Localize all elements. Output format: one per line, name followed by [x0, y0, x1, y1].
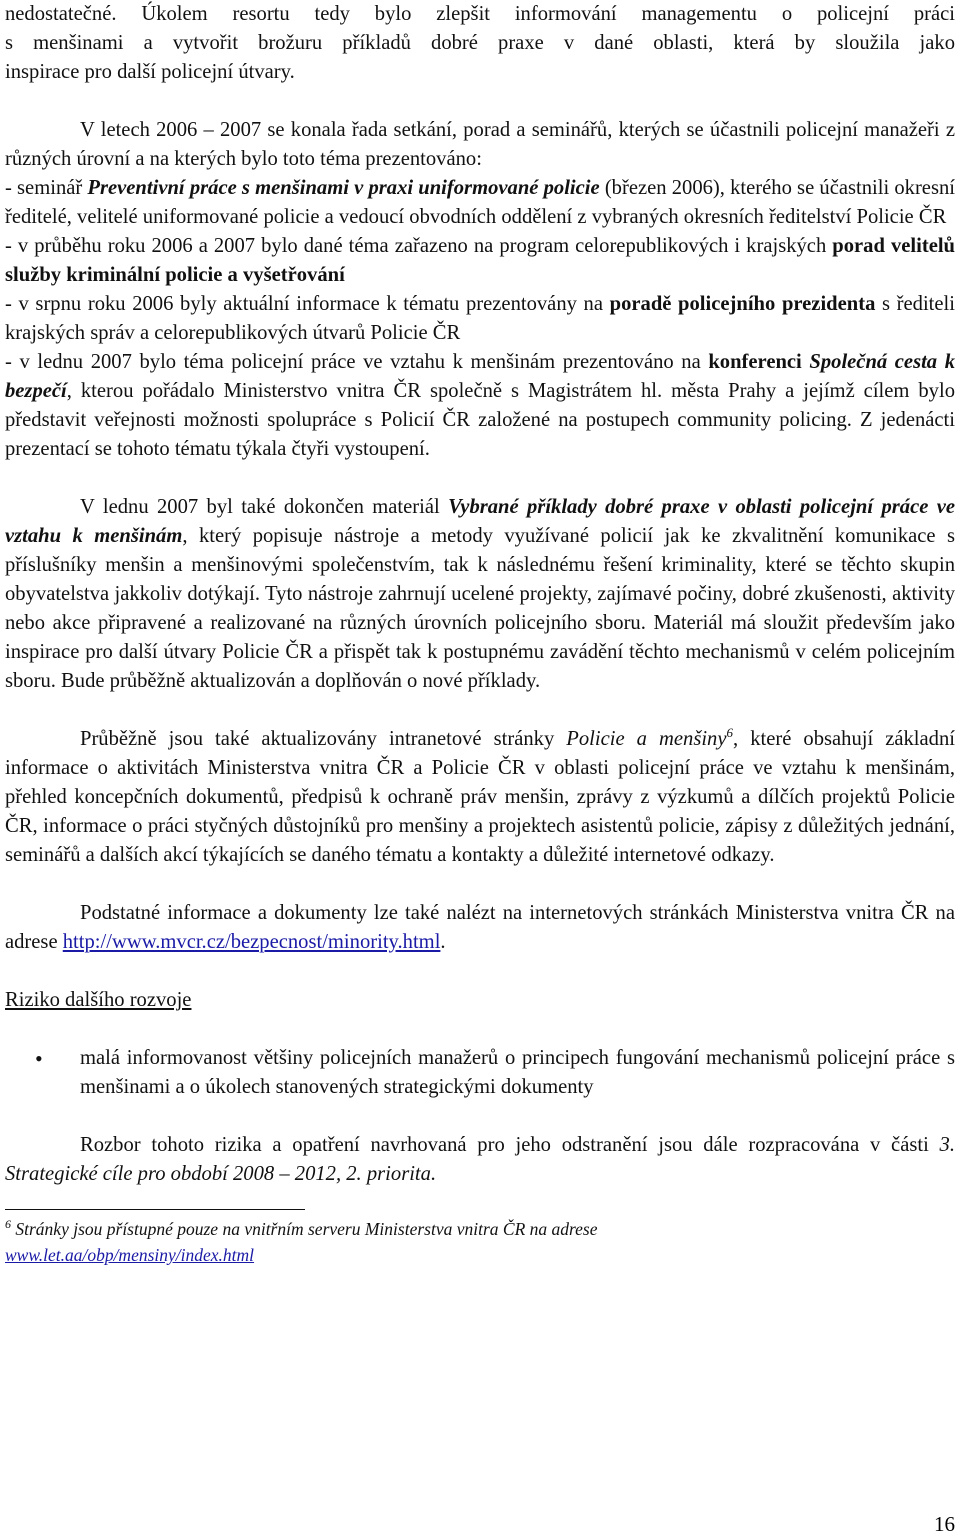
- material-title: Vybrané příklady dobré praxe v oblasti policejní práce ve vztahu k menšinám: [5, 496, 955, 547]
- footnote-ref[interactable]: 6: [726, 725, 733, 741]
- p1-line1: nedostatečné. Úkolem resortu tedy bylo zlepšit informování managementu o policejní práci: [5, 3, 955, 25]
- risk-bullet-item: [5, 1044, 955, 1102]
- p6-paragraph: Rozbor tohoto rizika a opatření navrhovaná pro jeho odstranění jsou dále rozpracována v části 3. Strategické cíle pro období 2008 – 2012, 2. priorita.: [5, 1134, 955, 1185]
- p1-line3: inspirace pro další policejní útvary.: [5, 61, 295, 83]
- section-heading: Riziko dalšího rozvoje: [5, 989, 192, 1011]
- p2-item3: - v srpnu roku 2006 byly aktuální informace k tématu prezentovány na poradě policejního prezidenta s řediteli krajských správ a celorepublikových útvarů Policie ČR: [5, 293, 955, 344]
- document-page: [5, 0, 955, 1268]
- p3-paragraph: V lednu 2007 byl také dokončen materiál Vybrané příklady dobré praxe v oblasti policejní práce ve vztahu k menšinám, který popisuje nástroje a metody využívané policií jak ke zkvalitnění komunikace s příslušníky menšin a menšinovými společenstvím, tak k následnému řešení kriminality, které se těchto skupin obyvatelstva jakkoliv dotýkají. Tyto nástroje zahrnují ucelené projekty, zajímavé počiny, dobré zkušenosti, aktivity nebo akce připravené a realizované na různých úrovních policejního sboru. Materiál má sloužit především jako inspirace pro další útvary Policie ČR a přispět tak k postupnému zavádění těchto mechanismů v celém policejním sboru. Bude průběžně aktualizován a doplňován o nové příklady.: [5, 496, 955, 692]
- p2-item2: - v průběhu roku 2006 a 2007 bylo dané téma zařazeno na program celorepublikových i krajských porad velitelů služby kriminální policie a vyšetřování: [5, 235, 956, 286]
- intranet-link[interactable]: www.let.aa/obp/mensiny/index.html: [5, 1245, 255, 1265]
- page-number: 16: [934, 1512, 955, 1536]
- p4-paragraph: Průběžně jsou také aktualizovány intranetové stránky Policie a menšiny$^6$, které obsahují základní informace o aktivitách Ministerstva vnitra ČR a Policie ČR v oblasti policejní práce ve vztahu k menšinám, přehled koncepčních dokumentů, předpisů k ochraně práv menšin, zprávy z výzkumů a dílčích projektů Policie ČR, informace o práci styčných důstojníků pro menšiny a projektech asistentů policie, zápisy z důležitých jednání, seminářů a dalších akcí týkajících se daného tématu a kontakty a důležité internetové odkazy.: [5, 725, 955, 866]
- section-reference: 3. Strategické cíle pro období 2008 – 2012, 2. priorita.: [5, 1134, 955, 1185]
- p2-intro: V letech 2006 – 2007 se konala řada setkání, porad a seminářů, kterých se účastnili policejní manažeři z různých úrovní a na kterých bylo toto téma prezentováno:: [5, 119, 955, 170]
- p2-item4: - v lednu 2007 bylo téma policejní práce ve vztahu k menšinám prezentováno na konferenci Společná cesta k bezpečí, kterou pořádalo Ministerstvo vnitra ČR společně s Magistrátem hl. města Prahy a jejímž cílem bylo představit veřejnosti možnosti spolupráce s Policií ČR založené na postupech community policing. Z jedenácti prezentací se tohoto tématu týkala čtyři vystoupení.: [5, 351, 955, 460]
- mvcr-link[interactable]: http://www.mvcr.cz/bezpecnost/minority.html: [62, 931, 441, 953]
- p5-paragraph: Podstatné informace a dokumenty lze také nalézt na internetových stránkách Ministerstva vnitra ČR na adrese http://www.mvcr.cz/bezpecnost/minority.html.: [5, 902, 955, 953]
- p1-line2: s menšinami a vytvořit brožuru příkladů dobré praxe v dané oblasti, která by sloužila jako: [5, 32, 955, 54]
- p2-item1: - seminář Preventivní práce s menšinami v praxi uniformované policie (březen 2006), kterého se účastnili okresní ředitelé, velitelé uniformované policie a vedoucí obvodních oddělení z vybraných okresních ředitelství Policie ČR: [5, 177, 955, 228]
- conference-title: Společná cesta k bezpečí: [5, 351, 955, 402]
- bullet-text: malá informovanost většiny policejních manažerů o principech fungování mechanismů policejní práce s menšinami a o úkolech stanovených strategickými dokumenty: [80, 1047, 955, 1098]
- footnote-separator: [5, 1209, 305, 1210]
- intranet-title: Policie a menšiny: [566, 728, 727, 750]
- footnote: $^6$ Stránky jsou přístupné pouze na vnitřním serveru Ministerstva vnitra ČR na adrese www.let.aa/obp/mensiny/index.html: [5, 1217, 598, 1265]
- bullet-icon: •: [35, 1046, 43, 1071]
- seminar-title: Preventivní práce s menšinami v praxi uniformované policie: [87, 177, 600, 199]
